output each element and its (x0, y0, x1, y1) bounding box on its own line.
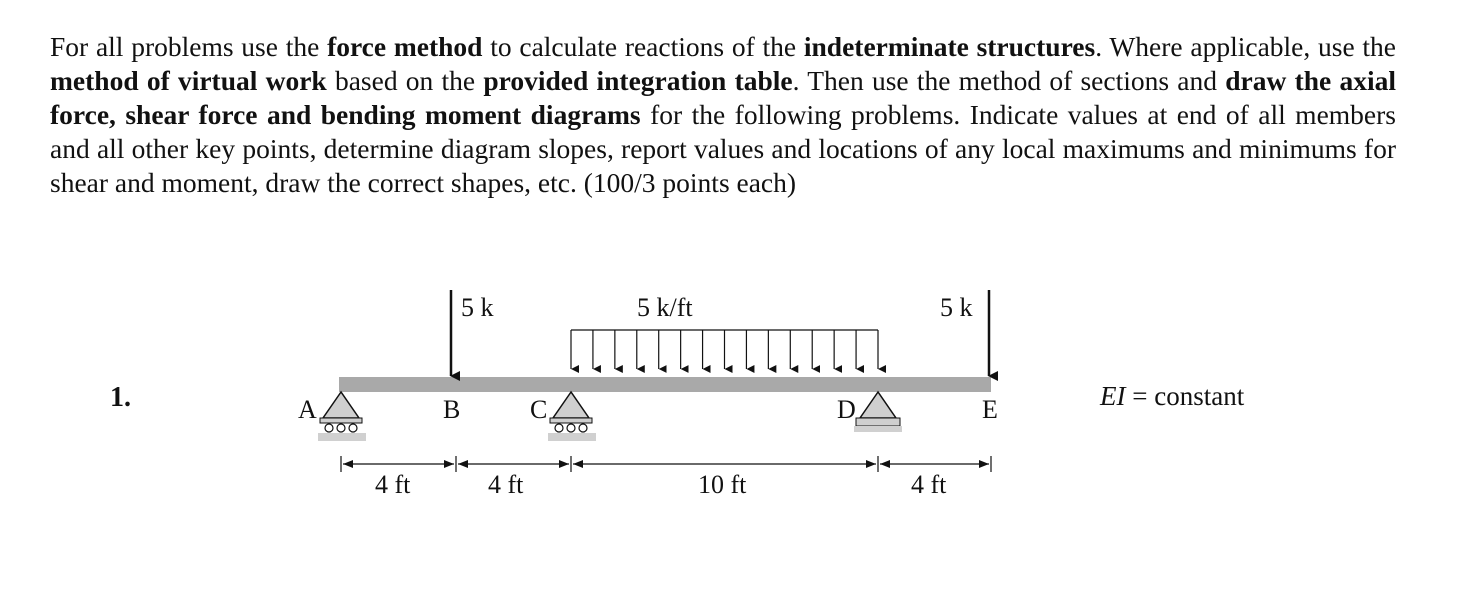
beam (339, 377, 991, 392)
distributed-load-label: 5 k/ft (637, 293, 693, 322)
dimension-label-bc: 4 ft (488, 470, 524, 499)
problem-number: 1. (110, 382, 131, 413)
point-load-label-e: 5 k (940, 293, 973, 322)
point-label-a: A (298, 395, 317, 424)
point-label-c: C (530, 395, 548, 424)
dimension-label-de: 4 ft (911, 470, 947, 499)
dimension-label-cd: 10 ft (698, 470, 747, 499)
statement-bold: force method (327, 31, 483, 62)
roller-support-c (548, 392, 596, 441)
roller-support-a (318, 392, 366, 441)
distributed-load (571, 330, 878, 369)
statement-bold: method of virtual work (50, 65, 327, 96)
dimension-line (341, 456, 991, 472)
dimension-label-ab: 4 ft (375, 470, 411, 499)
ei-constant-text: = constant (1125, 381, 1245, 411)
pin-support-d (854, 392, 902, 432)
point-label-b: B (443, 395, 461, 424)
statement-bold: indeterminate structures (803, 31, 1096, 62)
statement-text: . Then use the method of sections and (792, 65, 1226, 96)
statement-text: for the following problems. Indicate values at end of all members and all other key points, determine diagram slopes, report values and locations of any local maximums and minimums for shear and moment, draw the correct shapes, etc. (100/3 points each) (50, 99, 1396, 198)
statement-text: . Where applicable, use the (1095, 31, 1397, 62)
statement-text: based on the (326, 65, 484, 96)
point-label-e: E (982, 395, 998, 424)
statement-bold: provided integration table (483, 65, 793, 96)
statement-bold: draw the axial force, shear force and bending moment diagrams (50, 65, 1396, 130)
point-label-d: D (837, 395, 856, 424)
statement-text: For all problems use the (50, 31, 328, 62)
point-load-label-b: 5 k (461, 293, 494, 322)
statement-text: to calculate reactions of the (482, 31, 804, 62)
ei-symbol: EI (1100, 381, 1126, 411)
